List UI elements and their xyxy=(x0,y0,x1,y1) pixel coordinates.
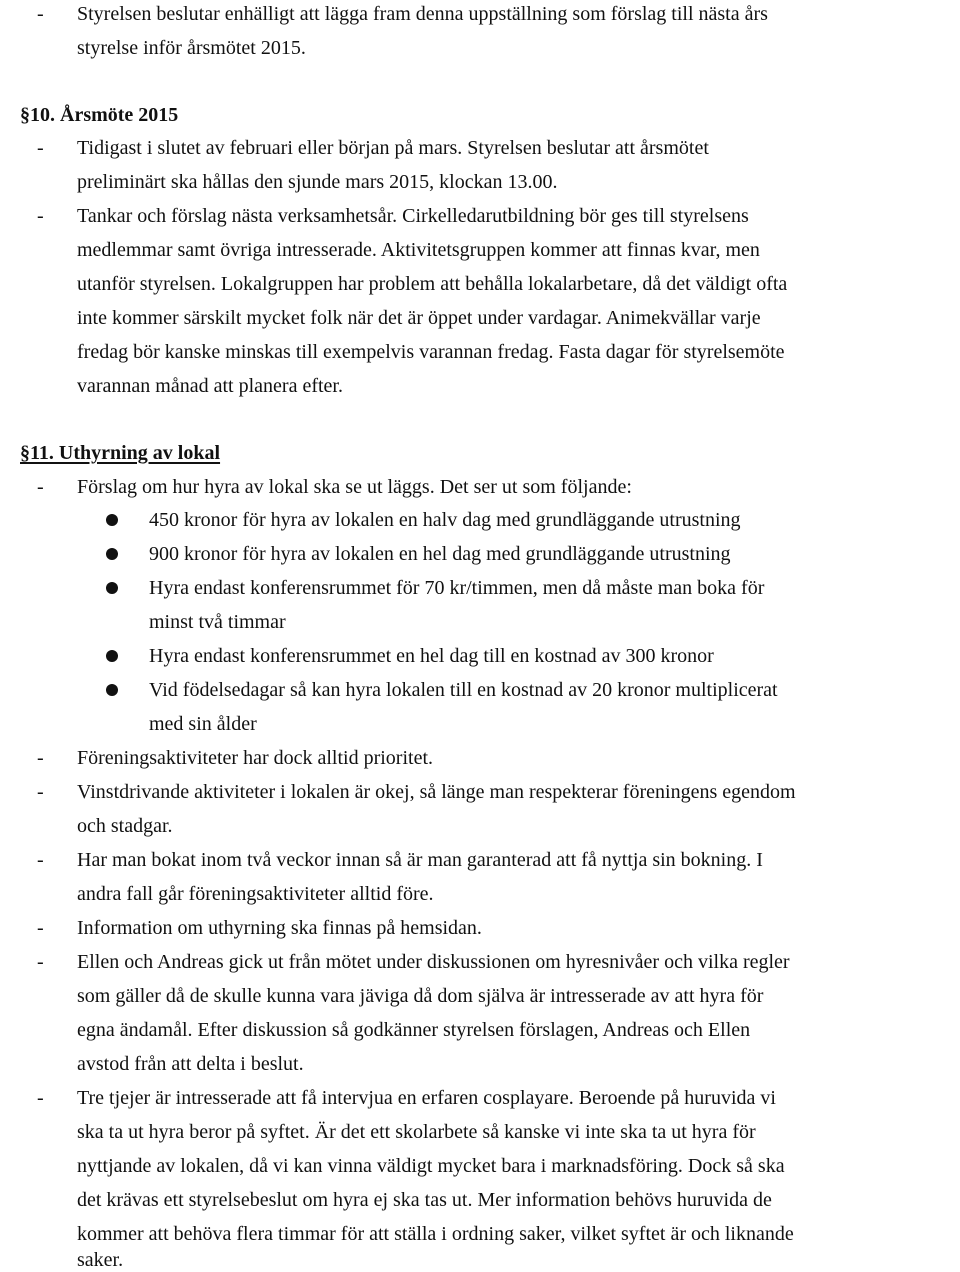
bullet-item: Hyra endast konferensrummet för 70 kr/timmen, men då måste man boka för xyxy=(149,577,765,599)
bullet-item: 900 kronor för hyra av lokalen en hel dag med grundläggande utrustning xyxy=(149,543,731,565)
section-heading-10: §10. Årsmöte 2015 xyxy=(20,104,179,126)
paragraph-line: saker. xyxy=(77,1249,124,1271)
intro-line: Styrelsen beslutar enhälligt att lägga fram denna uppställning som förslag till nästa års xyxy=(77,3,768,25)
paragraph-line: och stadgar. xyxy=(77,815,173,837)
paragraph-line: inte kommer särskilt mycket folk när det är öppet under vardagar. Animekvällar varje xyxy=(77,307,761,329)
bullet-dot xyxy=(106,514,118,526)
list-dash: - xyxy=(37,205,44,227)
paragraph-line: utanför styrelsen. Lokalgruppen har problem att behålla lokalarbetare, då det väldigt ofta xyxy=(77,273,788,295)
paragraph-line: varannan månad att planera efter. xyxy=(77,375,343,397)
paragraph-line: andra fall går föreningsaktiviteter alltid före. xyxy=(77,883,434,905)
paragraph-line: Tankar och förslag nästa verksamhetsår. Cirkelledarutbildning bör ges till styrelsens xyxy=(77,205,749,227)
bullet-item: 450 kronor för hyra av lokalen en halv dag med grundläggande utrustning xyxy=(149,509,741,531)
list-dash: - xyxy=(37,849,44,871)
bullet-item: med sin ålder xyxy=(149,713,257,735)
paragraph-line: nyttjande av lokalen, då vi kan vinna väldigt mycket bara i marknadsföring. Dock så ska xyxy=(77,1155,785,1177)
paragraph-line: Har man bokat inom två veckor innan så är man garanterad att få nyttja sin bokning. I xyxy=(77,849,763,871)
paragraph-line: Föreningsaktiviteter har dock alltid prioritet. xyxy=(77,747,434,769)
bullet-item: Hyra endast konferensrummet en hel dag till en kostnad av 300 kronor xyxy=(149,645,714,667)
paragraph-line: Tidigast i slutet av februari eller början på mars. Styrelsen beslutar att årsmötet xyxy=(77,137,709,159)
paragraph-line: medlemmar samt övriga intresserade. Aktivitetsgruppen kommer att finnas kvar, men xyxy=(77,239,760,261)
list-dash: - xyxy=(37,137,44,159)
bullet-dot xyxy=(106,650,118,662)
paragraph-line: avstod från att delta i beslut. xyxy=(77,1053,304,1075)
list-dash: - xyxy=(37,781,44,803)
bullet-item: minst två timmar xyxy=(149,611,286,633)
paragraph-line: som gäller då de skulle kunna vara jäviga då dom själva är intresserade av att hyra för xyxy=(77,985,764,1007)
paragraph-line: kommer att behöva flera timmar för att ställa i ordning saker, vilket syftet är och liknande xyxy=(77,1223,794,1245)
paragraph-line: Information om uthyrning ska finnas på hemsidan. xyxy=(77,917,482,939)
list-dash: - xyxy=(37,1087,44,1109)
paragraph-line: ska ta ut hyra beror på syftet. Är det ett skolarbete så kanske vi inte ska ta ut hyra för xyxy=(77,1121,756,1143)
paragraph-line: det krävas ett styrelsebeslut om hyra ej ska tas ut. Mer information behövs huruvida de xyxy=(77,1189,772,1211)
bullet-dot xyxy=(106,684,118,696)
paragraph-line: Förslag om hur hyra av lokal ska se ut läggs. Det ser ut som följande: xyxy=(77,476,632,498)
section-heading-11: §11. Uthyrning av lokal xyxy=(20,442,221,464)
bullet-item: Vid födelsedagar så kan hyra lokalen till en kostnad av 20 kronor multiplicerat xyxy=(149,679,778,701)
intro-line: styrelse inför årsmötet 2015. xyxy=(77,37,306,59)
paragraph-line: egna ändamål. Efter diskussion så godkänner styrelsen förslagen, Andreas och Ellen xyxy=(77,1019,751,1041)
list-dash: - xyxy=(37,951,44,973)
paragraph-line: Vinstdrivande aktiviteter i lokalen är okej, så länge man respekterar föreningens egendom xyxy=(77,781,796,803)
bullet-dot xyxy=(106,582,118,594)
paragraph-line: fredag bör kanske minskas till exempelvis varannan fredag. Fasta dagar för styrelsemöte xyxy=(77,341,785,363)
paragraph-line: Tre tjejer är intresserade att få intervjua en erfaren cosplayare. Beroende på huruvida vi xyxy=(77,1087,776,1109)
list-dash: - xyxy=(37,3,44,25)
bullet-dot xyxy=(106,548,118,560)
paragraph-line: Ellen och Andreas gick ut från mötet under diskussionen om hyresnivåer och vilka regler xyxy=(77,951,790,973)
list-dash: - xyxy=(37,917,44,939)
list-dash: - xyxy=(37,476,44,498)
list-dash: - xyxy=(37,747,44,769)
paragraph-line: preliminärt ska hållas den sjunde mars 2015, klockan 13.00. xyxy=(77,171,558,193)
